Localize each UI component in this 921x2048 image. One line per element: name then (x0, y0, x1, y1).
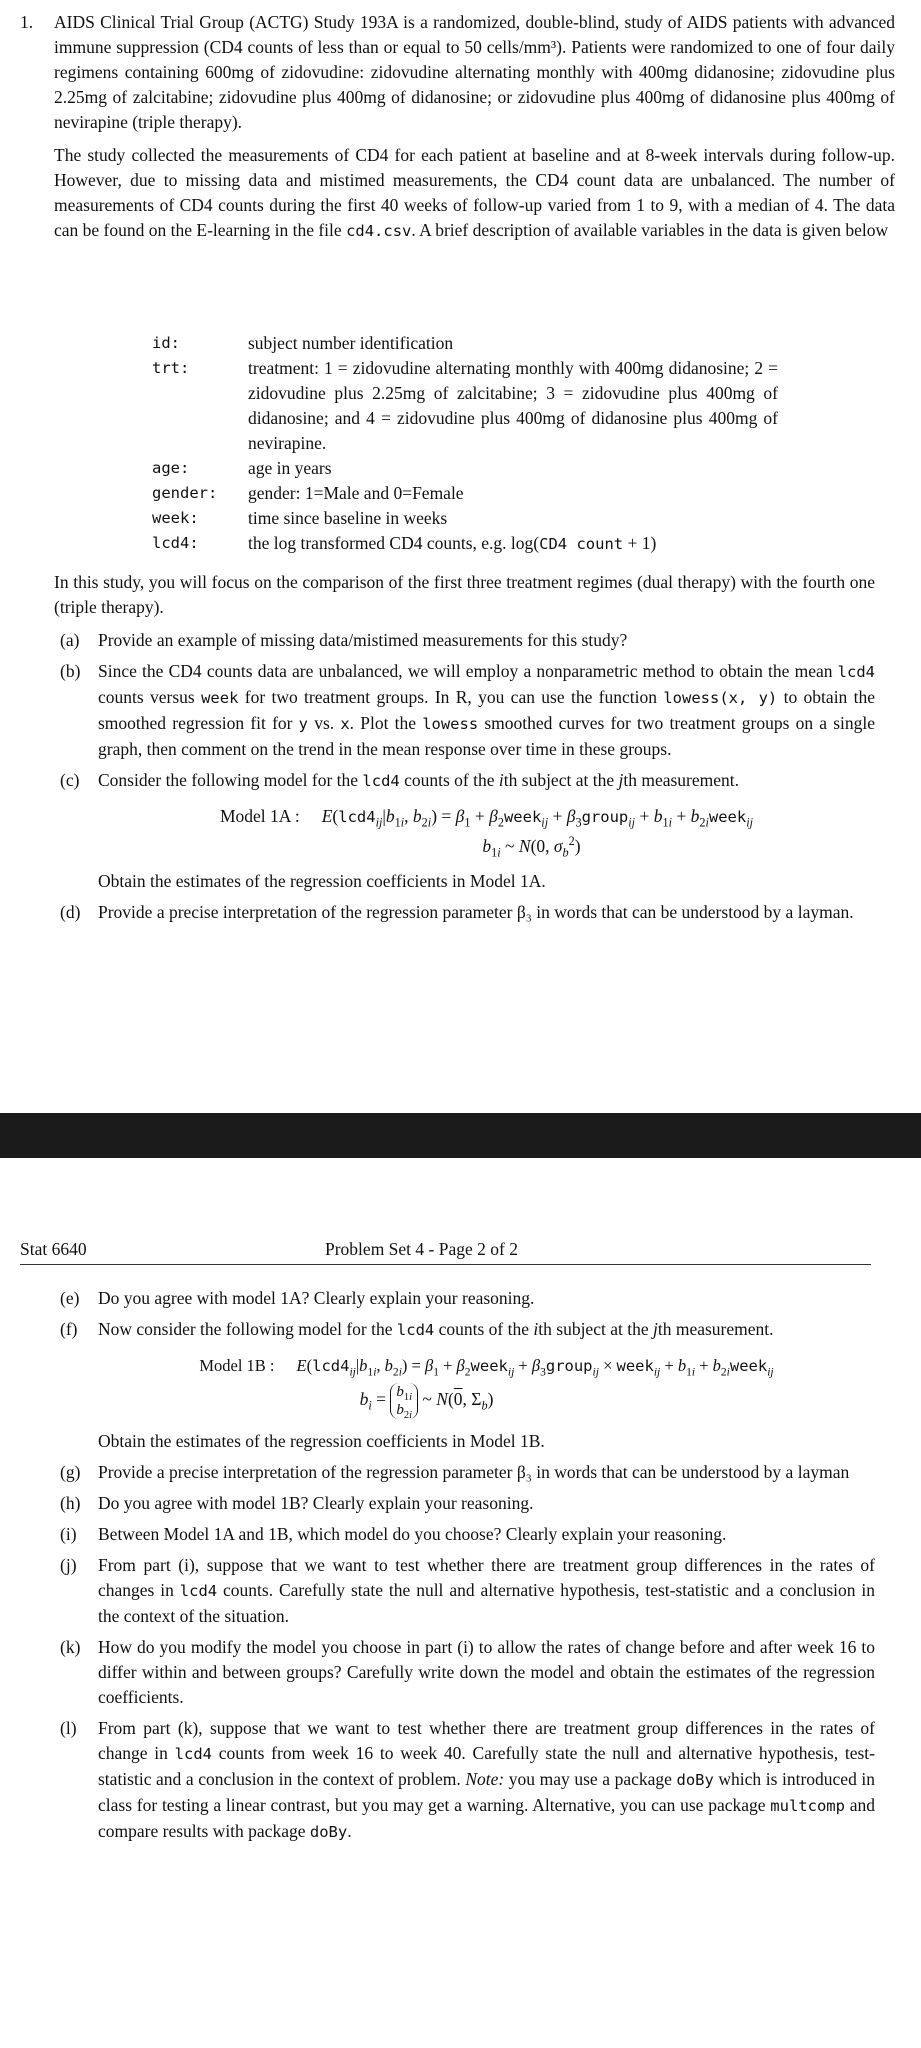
variable-row: gender: gender: 1=Male and 0=Female (152, 483, 464, 503)
part-l: (l) From part (k), suppose that we want to test whether there are treatment group differences in the rates of change in lcd4 counts from week 16 to week 40. Carefully state the null and alternative hypothesis, test-statistic and a conclusion in the context of problem. Note: you may use a package doBy which is introduced in class for testing a linear contrast, but you may get a warning. Alternative, you can use package multcomp and compare results with package doBy. (60, 1718, 876, 1841)
part-f: (f) Now consider the following model for the lcd4 counts of the ith subject at the jth measurement. Model 1B : $E(lcd4_{ij}|b_{1i}$, $b_{2i}) = \beta_1$ + $\beta_2week_{ij}$ + $\beta_3group_{ij}$ × week$_{ij}$ + $b_{1i}$ + $b_{2i}week_{ij}$ $b_i = b_{1i}$ $b_{2i}$ ~ N(0, $\Sigma_b$) Obtain the estimates of the regression coefficients in Model 1B. (60, 1317, 875, 1454)
page-2 (0, 1158, 921, 2048)
part-d: (d) Provide a precise interpretation of the regression parameter β₃ in words that can be understood by a layman. (60, 902, 854, 922)
focus-and-parts (54, 570, 875, 931)
file-name: cd4.csv (346, 222, 412, 240)
page-separator (0, 1113, 921, 1158)
model-1a-distribution: $b_{1i}$ ~ N(0, $\sigma_b^2$) (482, 834, 581, 860)
variable-row: lcd4: the log transformed CD4 counts, e.g. log(CD4 count + 1) (152, 533, 657, 553)
question-1 (20, 10, 895, 244)
variable-row: age: age in years (152, 458, 332, 478)
focus-paragraph: In this study, you will focus on the comparison of the first three treatment regimes (dual therapy) with the fourth one (triple therapy). (54, 572, 875, 617)
question-number: 1. (20, 12, 34, 32)
data-description-paragraph: The study collected the measurements of CD4 for each patient at baseline and at 8-week intervals during follow-up. However, due to missing data and mistimed measurements, the CD4 count data are unbalanced. The number of measurements of CD4 counts during the first 40 weeks of follow-up varied from 1 to 9, with a median of 4. The data can be found on the E-learning in the file cd4.csv. A brief description of available variables in the data is given below (54, 145, 895, 240)
part-j: (j) From part (i), suppose that we want to test whether there are treatment group differences in the rates of changes in lcd4 counts. Carefully state the null and alternative hypothesis, test-statistic and a conclusion in the context of the situation. (60, 1555, 876, 1626)
model-1a-equation: Model 1A : $E(lcd4_{ij}|b_{1i}$, $b_{2i}) = \beta_1$ + $\beta_2week_{ij}$ + $\beta_3group_{ij} + b_{1i}$ + $b_{2i}week_{ij}$ (219, 806, 754, 830)
variable-row: week: time since baseline in weeks (152, 508, 448, 528)
intro-paragraph: AIDS Clinical Trial Group (ACTG) Study 193A is a randomized, double-blind, study of AIDS patients with advanced immune suppression (CD4 counts of less than or equal to 50 cells/mm³). Patients were randomized to one of four daily regimens containing 600mg of zidovudine: zidovudine alternating monthly with 400mg didanosine; zidovudine plus 2.25mg of zalcitabine; zidovudine plus 400mg of didanosine; or zidovudine plus 400mg of didanosine plus 400mg of nevirapine (triple therapy). (54, 12, 895, 132)
part-g: (g) Provide a precise interpretation of the regression parameter β₃ in words that can be understood by a layman (60, 1462, 850, 1482)
part-h: (h) Do you agree with model 1B? Clearly explain your reasoning. (60, 1493, 534, 1513)
part-i: (i) Between Model 1A and 1B, which model do you choose? Clearly explain your reasoning. (60, 1524, 727, 1544)
page-title: Problem Set 4 - Page 2 of 2 (325, 1239, 518, 1259)
part-b: (b) Since the CD4 counts data are unbalanced, we will employ a nonparametric method to obtain the mean lcd4 counts versus week for two treatment groups. In R, you can use the function lowess(x, y) to obtain the smoothed regression fit for y vs. x. Plot the lowess smoothed curves for two treatment groups on a single graph, then comment on the trend in the mean response over time in these groups. (60, 661, 876, 759)
model-1b-equation: Model 1B : $E(lcd4_{ij}|b_{1i}$, $b_{2i}) = \beta_1$ + $\beta_2week_{ij}$ + $\beta_3group_{ij}$ × week$_{ij}$ + $b_{1i}$ + $b_{2i}week_{ij}$ (199, 1356, 774, 1379)
variable-table (152, 331, 778, 557)
page-header (20, 1237, 871, 1265)
part-k: (k) How do you modify the model you choose in part (i) to allow the rates of change before and after week 16 to differ within and between groups? Carefully write down the model and obtain the estimates of the regression coefficients. (60, 1637, 875, 1707)
part-c: (c) Consider the following model for the lcd4 counts of the ith subject at the jth measurement. Model 1A : $E(lcd4_{ij}|b_{1i}$, $b_{2i}) = \beta_1$ + $\beta_2week_{ij}$ + $\beta_3group_{ij} + b_{1i}$ + $b_{2i}week_{ij}$ $b_{1i}$ ~ N(0, $\sigma_b^2$) Obtain the estimates of the regression coefficients in Model 1A. (60, 768, 875, 894)
variable-row: trt: treatment: 1 = zidovudine alternating monthly with 400mg didanosine; 2 = zidovudine plus 2.25mg of zalcitabine; 3 = zidovudine plus 400mg of didanosine; and 4 = zidovudine plus 400mg of didanosine plus 400mg of nevirapine. (152, 358, 778, 453)
part-e: (e) Do you agree with model 1A? Clearly explain your reasoning. (60, 1288, 535, 1308)
model-1b-distribution: $b_i = b_{1i}$ $b_{2i}$ ~ N(0, $\Sigma_b$) (359, 1384, 494, 1421)
parts-page-2 (60, 1286, 875, 1851)
variable-row: id: subject number identification (152, 333, 454, 353)
course-code: Stat 6640 (20, 1239, 87, 1259)
part-a: (a) Provide an example of missing data/mistimed measurements for this study? (60, 630, 628, 650)
